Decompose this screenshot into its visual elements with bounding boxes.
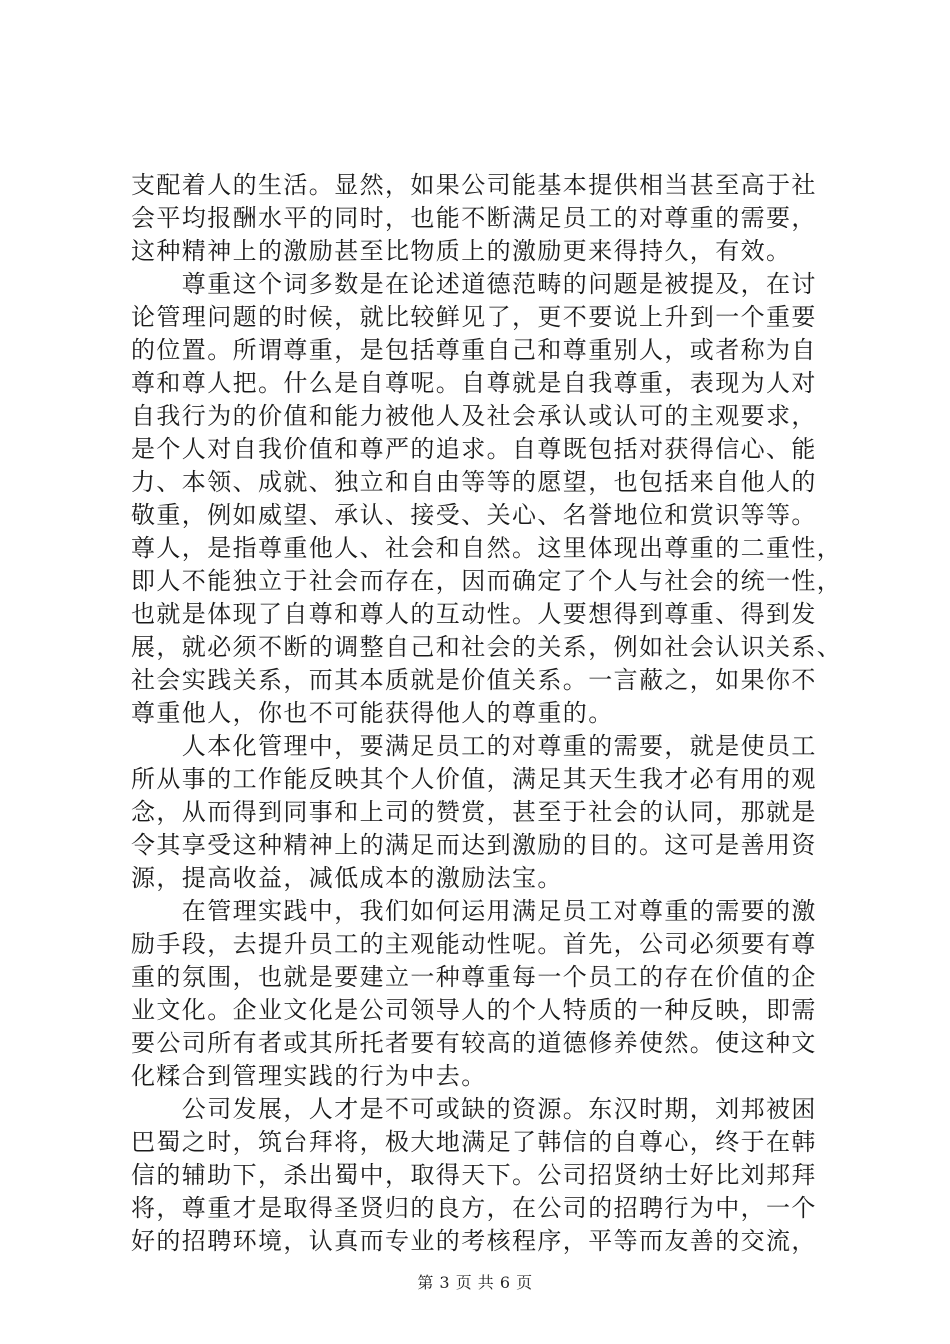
text-line: 励手段，去提升员工的主观能动性呢。首先，公司必须要有尊 <box>131 930 817 958</box>
text-line: 业文化。企业文化是公司领导人的个人特质的一种反映，即需 <box>131 996 817 1024</box>
text-line: 将，尊重才是取得圣贤归的良方，在公司的招聘行为中，一个 <box>131 1194 817 1222</box>
text-line: 支配着人的生活。显然，如果公司能基本提供相当甚至高于社 <box>131 171 817 199</box>
text-line: 是个人对自我价值和尊严的追求。自尊既包括对获得信心、能 <box>131 435 817 463</box>
text-line: 尊重他人，你也不可能获得他人的尊重的。 <box>131 699 614 727</box>
text-line: 即人不能独立于社会而存在，因而确定了个人与社会的统一性， <box>131 567 843 595</box>
text-line: 自我行为的价值和能力被他人及社会承认或认可的主观要求， <box>131 402 817 430</box>
text-line: 巴蜀之时，筑台拜将，极大地满足了韩信的自尊心，终于在韩 <box>131 1128 817 1156</box>
text-line: 敬重，例如威望、承认、接受、关心、名誉地位和赏识等等。 <box>131 501 817 529</box>
text-line: 也就是体现了自尊和尊人的互动性。人要想得到尊重、得到发 <box>131 600 817 628</box>
text-line: 好的招聘环境，认真而专业的考核程序，平等而友善的交流， <box>131 1227 817 1255</box>
body-text <box>131 169 843 1258</box>
text-line: 化糅合到管理实践的行为中去。 <box>131 1062 487 1090</box>
text-line: 所从事的工作能反映其个人价值，满足其天生我才必有用的观 <box>131 765 817 793</box>
text-line: 尊人，是指尊重他人、社会和自然。这里体现出尊重的二重性， <box>131 534 843 562</box>
text-line: 信的辅助下，杀出蜀中，取得天下。公司招贤纳士好比刘邦拜 <box>131 1161 817 1189</box>
text-line: 社会实践关系，而其本质就是价值关系。一言蔽之，如果你不 <box>131 666 817 694</box>
text-line: 展，就必须不断的调整自己和社会的关系，例如社会认识关系、 <box>131 633 843 661</box>
text-line: 重的氛围，也就是要建立一种尊重每一个员工的存在价值的企 <box>131 963 817 991</box>
text-line: 令其享受这种精神上的满足而达到激励的目的。这可是善用资 <box>131 831 817 859</box>
text-line: 这种精神上的激励甚至比物质上的激励更来得持久，有效。 <box>131 237 792 265</box>
text-line: 尊和尊人把。什么是自尊呢。自尊就是自我尊重，表现为人对 <box>131 369 817 397</box>
text-line: 公司发展，人才是不可或缺的资源。东汉时期，刘邦被困 <box>131 1095 817 1123</box>
text-line: 要公司所有者或其所托者要有较高的道德修养使然。使这种文 <box>131 1029 817 1057</box>
text-line: 源，提高收益，减低成本的激励法宝。 <box>131 864 563 892</box>
text-line: 念，从而得到同事和上司的赞赏，甚至于社会的认同，那就是 <box>131 798 817 826</box>
text-line: 在管理实践中，我们如何运用满足员工对尊重的需要的激 <box>131 897 817 925</box>
text-line: 尊重这个词多数是在论述道德范畴的问题是被提及，在讨 <box>131 270 817 298</box>
text-line: 人本化管理中，要满足员工的对尊重的需要，就是使员工 <box>131 732 817 760</box>
text-line: 会平均报酬水平的同时，也能不断满足员工的对尊重的需要， <box>131 204 817 232</box>
text-line: 论管理问题的时候，就比较鲜见了，更不要说上升到一个重要 <box>131 303 817 331</box>
text-line: 力、本领、成就、独立和自由等等的愿望，也包括来自他人的 <box>131 468 817 496</box>
text-line: 的位置。所谓尊重，是包括尊重自己和尊重别人，或者称为自 <box>131 336 817 364</box>
page-number-footer: 第 3 页 共 6 页 <box>417 1273 533 1292</box>
